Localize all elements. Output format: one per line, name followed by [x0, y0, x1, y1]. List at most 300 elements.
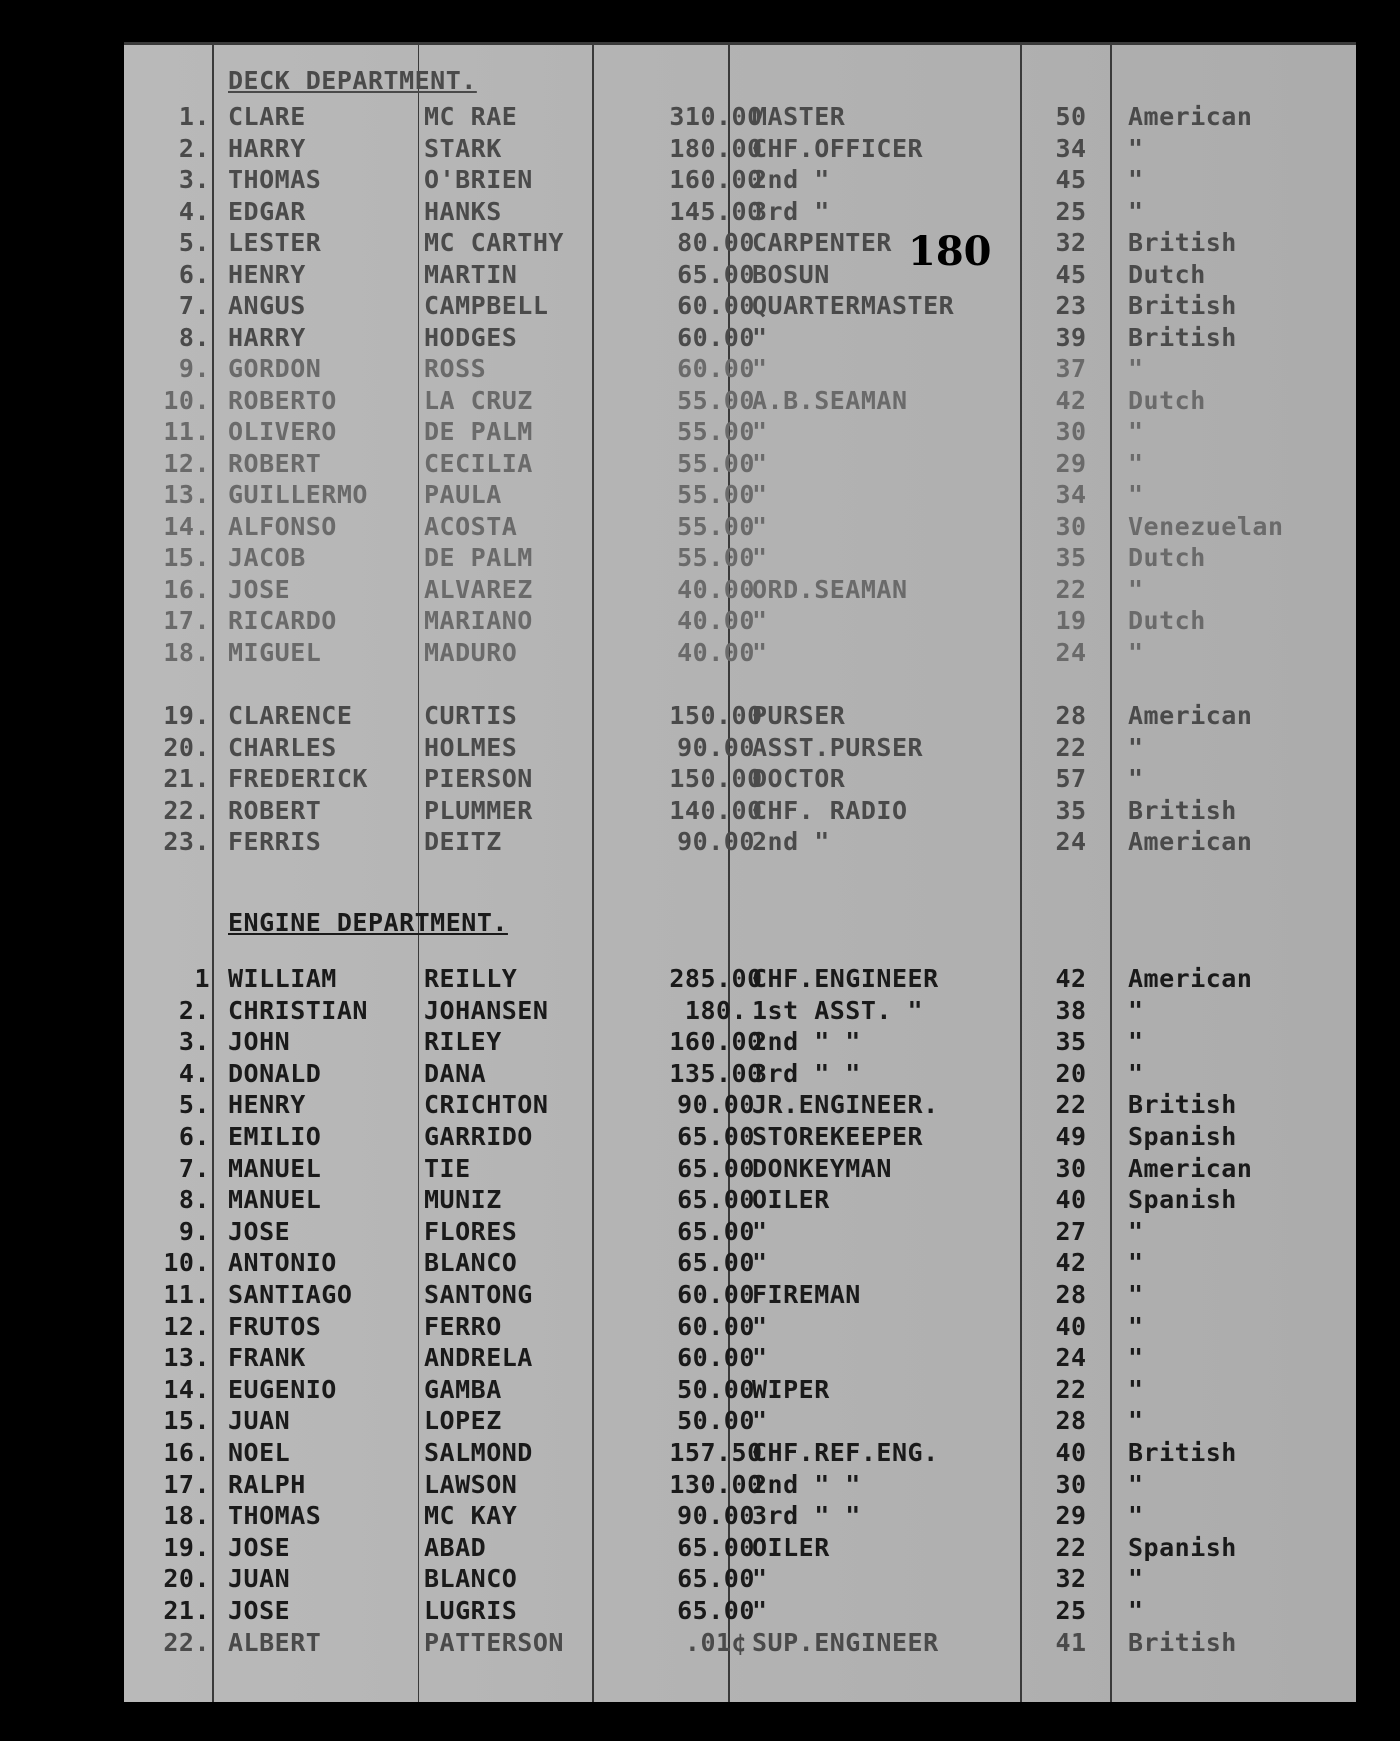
crew-num: 8.	[178, 322, 210, 352]
crew-nat: British	[1128, 291, 1237, 320]
crew-nat: "	[1128, 1374, 1144, 1404]
crew-last: DE PALM	[424, 417, 533, 446]
crew-num: 14.	[163, 511, 210, 541]
crew-row	[124, 1343, 1356, 1373]
crew-row	[124, 638, 1356, 668]
crew-wage: 180.	[684, 995, 748, 1025]
crew-rank: "	[752, 354, 768, 383]
crew-rank: "	[752, 606, 768, 635]
crew-nat: "	[1128, 480, 1144, 509]
crew-nat: "	[1128, 574, 1144, 604]
crew-first: CLARE	[228, 102, 306, 131]
crew-row	[124, 165, 1356, 195]
crew-num: 22.	[163, 795, 210, 825]
crew-age: 29	[1055, 1501, 1087, 1531]
crew-age: 22	[1055, 1374, 1087, 1404]
crew-first: HARRY	[228, 133, 306, 163]
crew-rank: "	[752, 1596, 768, 1625]
crew-row	[124, 260, 1356, 290]
crew-wage: 65.00	[677, 1122, 755, 1151]
crew-rank: DONKEYMAN	[752, 1153, 892, 1183]
crew-nat: "	[1128, 1596, 1144, 1625]
crew-age: 22	[1055, 1532, 1087, 1562]
crew-first: HARRY	[228, 322, 306, 352]
crew-row	[124, 1280, 1356, 1310]
crew-wage: 55.00	[677, 543, 755, 572]
crew-nat: "	[1128, 448, 1144, 478]
crew-rank: 3rd " "	[752, 1501, 861, 1531]
crew-wage: 310.00	[669, 102, 763, 131]
crew-last: MC KAY	[424, 1501, 518, 1531]
crew-last: ABAD	[424, 1532, 487, 1562]
crew-age: 30	[1055, 1469, 1087, 1499]
crew-age: 42	[1055, 964, 1087, 993]
crew-nat: American	[1128, 964, 1253, 993]
crew-last: MARTIN	[424, 259, 518, 289]
crew-last: ACOSTA	[424, 511, 518, 541]
crew-wage: 60.00	[677, 1311, 755, 1341]
crew-row	[124, 102, 1356, 132]
crew-rank: 2nd " "	[752, 1027, 861, 1057]
crew-wage: 55.00	[677, 448, 755, 478]
crew-num: 22.	[163, 1627, 210, 1657]
crew-num: 4.	[178, 196, 210, 226]
crew-age: 42	[1055, 1248, 1087, 1278]
crew-last: PATTERSON	[424, 1627, 564, 1657]
crew-first: CHRISTIAN	[228, 995, 368, 1025]
crew-nat: Spanish	[1128, 1532, 1237, 1562]
crew-rank: "	[752, 543, 768, 572]
crew-first: CLARENCE	[228, 701, 353, 730]
crew-wage: 65.00	[677, 259, 755, 289]
crew-rank: A.B.SEAMAN	[752, 385, 908, 415]
crew-wage: 150.00	[669, 701, 763, 730]
crew-row	[124, 827, 1356, 857]
crew-first: RALPH	[228, 1469, 306, 1499]
crew-wage: 285.00	[669, 964, 763, 993]
crew-num: 15.	[163, 543, 210, 572]
crew-num: 14.	[163, 1374, 210, 1404]
crew-num: 9.	[178, 354, 210, 383]
crew-age: 34	[1055, 480, 1087, 509]
crew-wage: 65.00	[677, 1596, 755, 1625]
crew-wage: 65.00	[677, 1248, 755, 1278]
crew-row	[124, 1501, 1356, 1531]
crew-nat: British	[1128, 1627, 1237, 1657]
crew-first: JUAN	[228, 1564, 291, 1594]
crew-last: LA CRUZ	[424, 385, 533, 415]
crew-num: 4.	[178, 1058, 210, 1088]
crew-row	[124, 323, 1356, 353]
crew-first: MANUEL	[228, 1185, 322, 1215]
crew-rank: "	[752, 417, 768, 446]
crew-wage: 157.50	[669, 1438, 763, 1467]
crew-nat: "	[1128, 165, 1144, 194]
crew-rank: 1st ASST. "	[752, 995, 924, 1025]
crew-wage: 130.00	[669, 1469, 763, 1499]
crew-wage: 90.00	[677, 1501, 755, 1531]
crew-num: 3.	[178, 1027, 210, 1057]
crew-wage: 60.00	[677, 322, 755, 352]
crew-age: 45	[1055, 259, 1087, 289]
crew-num: 1.	[178, 102, 210, 131]
crew-nat: British	[1128, 795, 1237, 825]
crew-nat: "	[1128, 133, 1144, 163]
crew-num: 16.	[163, 1438, 210, 1467]
crew-rank: 2nd "	[752, 165, 830, 194]
engine-department-heading: ENGINE DEPARTMENT.	[228, 908, 508, 937]
crew-nat: British	[1128, 1438, 1237, 1467]
crew-first: FREDERICK	[228, 764, 368, 793]
crew-wage: 80.00	[677, 228, 755, 257]
crew-rank: PURSER	[752, 701, 846, 730]
crew-num: 19.	[163, 1532, 210, 1562]
crew-wage: 65.00	[677, 1532, 755, 1562]
crew-rank: OILER	[752, 1185, 830, 1215]
crew-last: DANA	[424, 1058, 487, 1088]
crew-nat: "	[1128, 1280, 1144, 1309]
crew-last: LUGRIS	[424, 1596, 518, 1625]
crew-num: 3.	[178, 165, 210, 194]
crew-nat: Dutch	[1128, 259, 1206, 289]
crew-row	[124, 1027, 1356, 1057]
crew-nat: Dutch	[1128, 385, 1206, 415]
crew-row	[124, 480, 1356, 510]
crew-num: 18.	[163, 637, 210, 667]
crew-num: 17.	[163, 606, 210, 635]
crew-row	[124, 1090, 1356, 1120]
crew-first: EDGAR	[228, 196, 306, 226]
crew-rank: "	[752, 637, 768, 667]
crew-num: 21.	[163, 1596, 210, 1625]
crew-row	[124, 964, 1356, 994]
crew-wage: 65.00	[677, 1185, 755, 1215]
crew-age: 40	[1055, 1185, 1087, 1215]
crew-last: HANKS	[424, 196, 502, 226]
crew-rank: DOCTOR	[752, 764, 846, 793]
crew-wage: 160.00	[669, 165, 763, 194]
crew-row	[124, 575, 1356, 605]
crew-rank: "	[752, 448, 768, 478]
crew-row	[124, 733, 1356, 763]
crew-nat: "	[1128, 1469, 1144, 1499]
crew-first: JOSE	[228, 1532, 291, 1562]
crew-first: ROBERTO	[228, 385, 337, 415]
crew-rank: CHF.OFFICER	[752, 133, 924, 163]
crew-last: HOLMES	[424, 732, 518, 762]
crew-last: CURTIS	[424, 701, 518, 730]
crew-first: HENRY	[228, 1090, 306, 1120]
crew-num: 10.	[163, 385, 210, 415]
crew-rank: FIREMAN	[752, 1280, 861, 1309]
crew-age: 22	[1055, 732, 1087, 762]
crew-nat: "	[1128, 637, 1144, 667]
crew-nat: Venezuelan	[1128, 511, 1284, 541]
crew-age: 24	[1055, 637, 1087, 667]
crew-age: 39	[1055, 322, 1087, 352]
crew-row	[124, 796, 1356, 826]
crew-last: JOHANSEN	[424, 995, 549, 1025]
crew-wage: .01¢	[684, 1627, 748, 1657]
crew-first: NOEL	[228, 1438, 291, 1467]
crew-num: 11.	[163, 1280, 210, 1309]
top-rule	[124, 42, 1356, 45]
crew-nat: American	[1128, 1153, 1253, 1183]
crew-wage: 55.00	[677, 417, 755, 446]
crew-nat: "	[1128, 764, 1144, 793]
crew-first: ALBERT	[228, 1627, 322, 1657]
crew-nat: "	[1128, 1027, 1144, 1057]
crew-last: GARRIDO	[424, 1122, 533, 1151]
crew-row	[124, 1375, 1356, 1405]
crew-first: MANUEL	[228, 1153, 322, 1183]
crew-age: 23	[1055, 291, 1087, 320]
crew-num: 6.	[178, 1122, 210, 1151]
crew-age: 24	[1055, 827, 1087, 856]
crew-num: 20.	[163, 732, 210, 762]
crew-wage: 90.00	[677, 827, 755, 856]
crew-first: DONALD	[228, 1058, 322, 1088]
crew-last: PLUMMER	[424, 795, 533, 825]
crew-num: 16.	[163, 574, 210, 604]
crew-nat: "	[1128, 1406, 1144, 1436]
crew-last: PIERSON	[424, 764, 533, 793]
crew-wage: 55.00	[677, 385, 755, 415]
crew-first: LESTER	[228, 228, 322, 257]
crew-num: 5.	[178, 228, 210, 257]
crew-rank: CHF. RADIO	[752, 795, 908, 825]
crew-num: 11.	[163, 417, 210, 446]
crew-rank: 3rd "	[752, 196, 830, 226]
crew-age: 24	[1055, 1343, 1087, 1373]
crew-rank: "	[752, 1343, 768, 1373]
crew-nat: American	[1128, 701, 1253, 730]
crew-last: MARIANO	[424, 606, 533, 635]
crew-row	[124, 228, 1356, 258]
crew-last: BLANCO	[424, 1564, 518, 1594]
crew-rank: ORD.SEAMAN	[752, 574, 908, 604]
crew-num: 5.	[178, 1090, 210, 1120]
crew-first: EUGENIO	[228, 1374, 337, 1404]
crew-age: 40	[1055, 1311, 1087, 1341]
crew-last: ALVAREZ	[424, 574, 533, 604]
crew-age: 28	[1055, 1406, 1087, 1436]
crew-row	[124, 1596, 1356, 1626]
crew-age: 49	[1055, 1122, 1087, 1151]
crew-row	[124, 1122, 1356, 1152]
crew-last: MUNIZ	[424, 1185, 502, 1215]
crew-last: MC RAE	[424, 102, 518, 131]
crew-row	[124, 512, 1356, 542]
crew-age: 30	[1055, 1153, 1087, 1183]
crew-rank: "	[752, 511, 768, 541]
crew-row	[124, 1438, 1356, 1468]
crew-rank: BOSUN	[752, 259, 830, 289]
crew-list-sheet	[124, 42, 1356, 1702]
crew-last: REILLY	[424, 964, 518, 993]
crew-last: DEITZ	[424, 827, 502, 856]
crew-rank: "	[752, 1311, 768, 1341]
crew-age: 35	[1055, 795, 1087, 825]
crew-first: WILLIAM	[228, 964, 337, 993]
crew-num: 19.	[163, 701, 210, 730]
crew-age: 40	[1055, 1438, 1087, 1467]
crew-row	[124, 1628, 1356, 1658]
crew-row	[124, 197, 1356, 227]
crew-first: SANTIAGO	[228, 1280, 353, 1309]
crew-wage: 50.00	[677, 1406, 755, 1436]
crew-rank: STOREKEEPER	[752, 1122, 924, 1151]
crew-rank: WIPER	[752, 1374, 830, 1404]
crew-first: JOHN	[228, 1027, 291, 1057]
crew-num: 2.	[178, 995, 210, 1025]
crew-wage: 145.00	[669, 196, 763, 226]
crew-nat: British	[1128, 322, 1237, 352]
crew-nat: "	[1128, 196, 1144, 226]
crew-last: ANDRELA	[424, 1343, 533, 1373]
crew-first: JACOB	[228, 543, 306, 572]
crew-first: ANGUS	[228, 291, 306, 320]
crew-age: 35	[1055, 1027, 1087, 1057]
crew-rank: "	[752, 1564, 768, 1594]
crew-age: 37	[1055, 354, 1087, 383]
crew-age: 38	[1055, 995, 1087, 1025]
crew-first: CHARLES	[228, 732, 337, 762]
crew-num: 15.	[163, 1406, 210, 1436]
crew-age: 20	[1055, 1058, 1087, 1088]
crew-nat: Dutch	[1128, 606, 1206, 635]
crew-row	[124, 1217, 1356, 1247]
crew-age: 41	[1055, 1627, 1087, 1657]
crew-age: 22	[1055, 1090, 1087, 1120]
crew-row	[124, 449, 1356, 479]
crew-rank: "	[752, 322, 768, 352]
crew-first: EMILIO	[228, 1122, 322, 1151]
crew-first: JUAN	[228, 1406, 291, 1436]
crew-num: 20.	[163, 1564, 210, 1594]
crew-num: 17.	[163, 1469, 210, 1499]
crew-first: MIGUEL	[228, 637, 322, 667]
crew-last: CAMPBELL	[424, 291, 549, 320]
crew-first: ANTONIO	[228, 1248, 337, 1278]
crew-row	[124, 386, 1356, 416]
crew-nat: "	[1128, 354, 1144, 383]
crew-rank: QUARTERMASTER	[752, 291, 955, 320]
crew-rank: "	[752, 1216, 768, 1246]
crew-age: 28	[1055, 1280, 1087, 1309]
crew-age: 34	[1055, 133, 1087, 163]
crew-rank: 3rd " "	[752, 1058, 861, 1088]
crew-wage: 50.00	[677, 1374, 755, 1404]
crew-wage: 60.00	[677, 354, 755, 383]
crew-wage: 60.00	[677, 1343, 755, 1373]
crew-num: 18.	[163, 1501, 210, 1531]
crew-num: 7.	[178, 1153, 210, 1183]
crew-rank: "	[752, 1248, 768, 1278]
crew-age: 32	[1055, 228, 1087, 257]
crew-row	[124, 1185, 1356, 1215]
crew-wage: 60.00	[677, 1280, 755, 1309]
crew-first: FRANK	[228, 1343, 306, 1373]
crew-num: 13.	[163, 480, 210, 509]
crew-last: FLORES	[424, 1216, 518, 1246]
crew-wage: 150.00	[669, 764, 763, 793]
crew-last: CECILIA	[424, 448, 533, 478]
crew-last: GAMBA	[424, 1374, 502, 1404]
crew-last: LOPEZ	[424, 1406, 502, 1436]
crew-age: 35	[1055, 543, 1087, 572]
crew-nat: British	[1128, 1090, 1237, 1120]
crew-row	[124, 764, 1356, 794]
crew-first: JOSE	[228, 1216, 291, 1246]
crew-last: DE PALM	[424, 543, 533, 572]
crew-last: RILEY	[424, 1027, 502, 1057]
crew-first: OLIVERO	[228, 417, 337, 446]
crew-rank: "	[752, 480, 768, 509]
crew-num: 8.	[178, 1185, 210, 1215]
crew-first: GORDON	[228, 354, 322, 383]
crew-row	[124, 1564, 1356, 1594]
crew-last: MC CARTHY	[424, 228, 564, 257]
crew-row	[124, 1406, 1356, 1436]
crew-age: 30	[1055, 417, 1087, 446]
crew-wage: 40.00	[677, 574, 755, 604]
crew-last: FERRO	[424, 1311, 502, 1341]
crew-first: FERRIS	[228, 827, 322, 856]
crew-age: 57	[1055, 764, 1087, 793]
crew-first: THOMAS	[228, 1501, 322, 1531]
crew-last: MADURO	[424, 637, 518, 667]
crew-num: 23.	[163, 827, 210, 856]
crew-first: ROBERT	[228, 448, 322, 478]
crew-wage: 40.00	[677, 637, 755, 667]
crew-num: 2.	[178, 133, 210, 163]
crew-first: RICARDO	[228, 606, 337, 635]
crew-row	[124, 291, 1356, 321]
crew-age: 25	[1055, 1596, 1087, 1625]
crew-num: 13.	[163, 1343, 210, 1373]
crew-row	[124, 417, 1356, 447]
crew-first: HENRY	[228, 259, 306, 289]
crew-num: 9.	[178, 1216, 210, 1246]
crew-wage: 60.00	[677, 291, 755, 320]
crew-rank: JR.ENGINEER.	[752, 1090, 939, 1120]
crew-age: 22	[1055, 574, 1087, 604]
crew-last: STARK	[424, 133, 502, 163]
crew-row	[124, 701, 1356, 731]
crew-wage: 65.00	[677, 1153, 755, 1183]
crew-wage: 140.00	[669, 795, 763, 825]
crew-nat: "	[1128, 1216, 1144, 1246]
crew-wage: 160.00	[669, 1027, 763, 1057]
crew-rank: "	[752, 1406, 768, 1436]
crew-nat: "	[1128, 1501, 1144, 1531]
crew-wage: 55.00	[677, 511, 755, 541]
crew-rank: CHF.ENGINEER	[752, 964, 939, 993]
crew-age: 27	[1055, 1216, 1087, 1246]
crew-wage: 65.00	[677, 1216, 755, 1246]
crew-age: 32	[1055, 1564, 1087, 1594]
crew-nat: "	[1128, 1564, 1144, 1594]
crew-wage: 135.00	[669, 1058, 763, 1088]
crew-last: PAULA	[424, 480, 502, 509]
crew-last: LAWSON	[424, 1469, 518, 1499]
crew-nat: Spanish	[1128, 1185, 1237, 1215]
crew-first: JOSE	[228, 1596, 291, 1625]
crew-age: 42	[1055, 385, 1087, 415]
crew-rank: 2nd "	[752, 827, 830, 856]
crew-nat: "	[1128, 1058, 1144, 1088]
